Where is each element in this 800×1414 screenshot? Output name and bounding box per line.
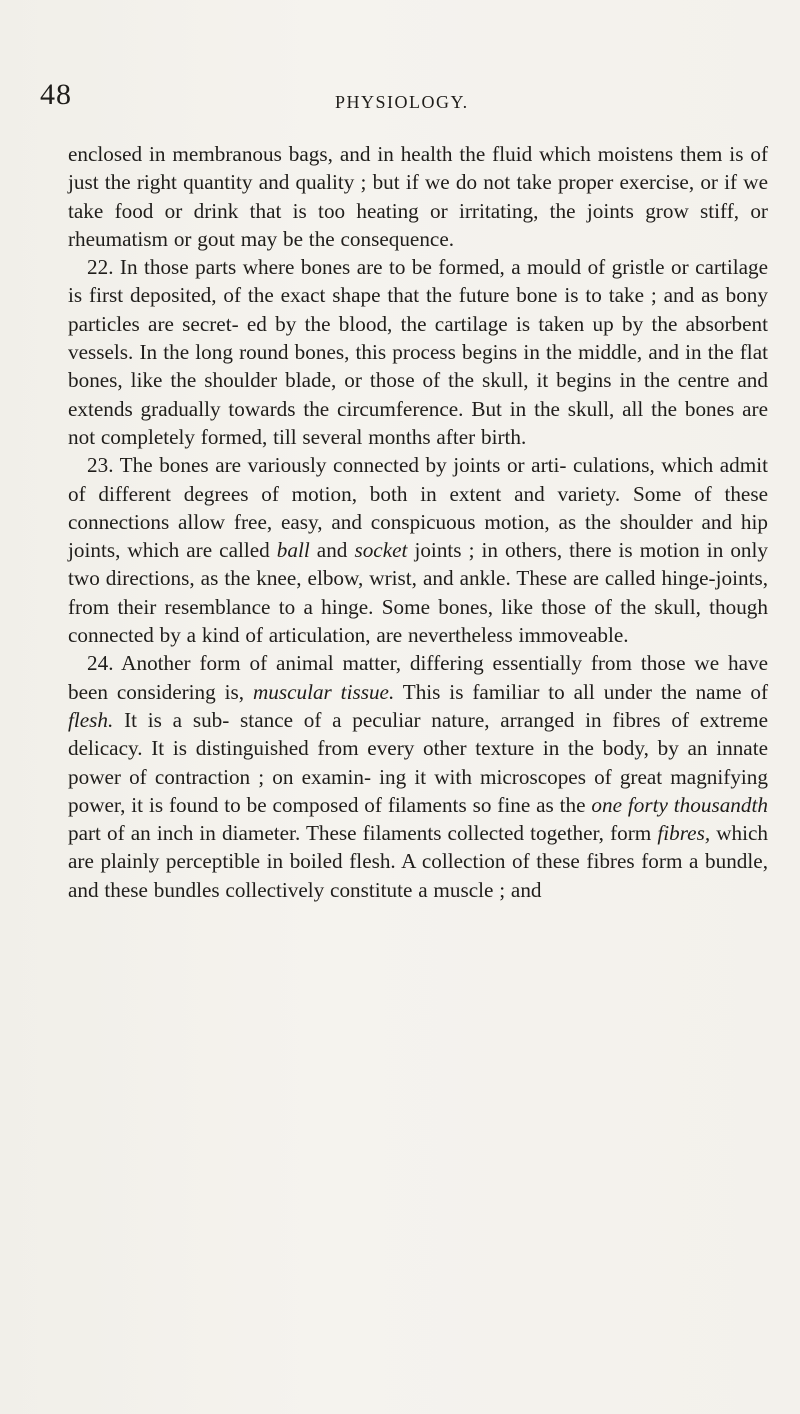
page-header xyxy=(40,80,760,120)
page-number: 48 xyxy=(40,78,72,111)
paragraph-23-text-b: joints ; in others, there is motion in only two directions, as the knee, elbow, wrist, and ankle. These are called hinge-joints, from their resemblance to a hinge. Some bones, like those of the skull, though connected by a kind of articulation, are nevertheless immoveable. xyxy=(68,538,768,648)
paragraph-24-text-a: 24. Another form of animal matter, differing essentially from those we have been considering is, xyxy=(68,651,768,704)
term-socket: socket xyxy=(354,538,408,563)
paragraph-23-text-and: and xyxy=(309,538,355,563)
term-ball: ball xyxy=(276,538,310,563)
paragraph-24 xyxy=(68,649,768,904)
paragraph-24-text-c: It is a sub- stance of a peculiar nature, arranged in fibres of extreme delicacy. It is distinguished from every other texture in the body, by an innate power of contraction ; on examin- ing it with microscopes of great magnifying power, it is found to be composed of filaments so fine as the xyxy=(68,707,768,817)
paragraph-23-text-a: 23. The bones are variously connected by joints or arti- culations, which admit of different degrees of motion, both in extent and variety. Some of these connections allow free, easy, and conspicuous motion, as the shoulder and hip joints, which are called xyxy=(68,453,768,563)
paragraph-23 xyxy=(68,451,768,649)
term-fibres: fibres, xyxy=(657,821,711,846)
running-title: PHYSIOLOGY. xyxy=(335,92,469,112)
term-flesh: flesh. xyxy=(68,707,114,732)
paragraph-24-text-b: This is familiar to all under the name of xyxy=(394,679,769,704)
paragraph-22: 22. In those parts where bones are to be formed, a mould of gristle or cartilage is first deposited, of the exact shape that the future bone is to take ; and as bony particles are secret- ed by the blood, the cartilage is taken up by the absorbent vessels. In the long round bones, this process begins in the middle, and in the flat bones, like the shoulder blade, or those of the skull, it begins in the centre and extends gradually towards the circumference. But in the skull, all the bones are not completely formed, till several months after birth. xyxy=(68,255,768,449)
paragraph-24-text-d: part of an inch in diameter. These filaments collected together, form xyxy=(68,821,658,846)
paragraph-24-text-e: which are plainly perceptible in boiled flesh. A collection of these fibres form a bundle, and these bundles collectively constitute a muscle ; and xyxy=(68,821,768,902)
term-muscular-tissue: muscular tissue. xyxy=(252,679,395,704)
term-one-forty-thousandth: one forty thousandth xyxy=(591,792,768,817)
body-text xyxy=(68,140,768,904)
paragraph-continuation: enclosed in membranous bags, and in health the fluid which moistens them is of just the right quantity and quality ; but if we do not take proper exercise, or if we take food or drink that is too heating or irritating, the joints grow stiff, or rheumatism or gout may be the consequence. xyxy=(68,142,768,251)
